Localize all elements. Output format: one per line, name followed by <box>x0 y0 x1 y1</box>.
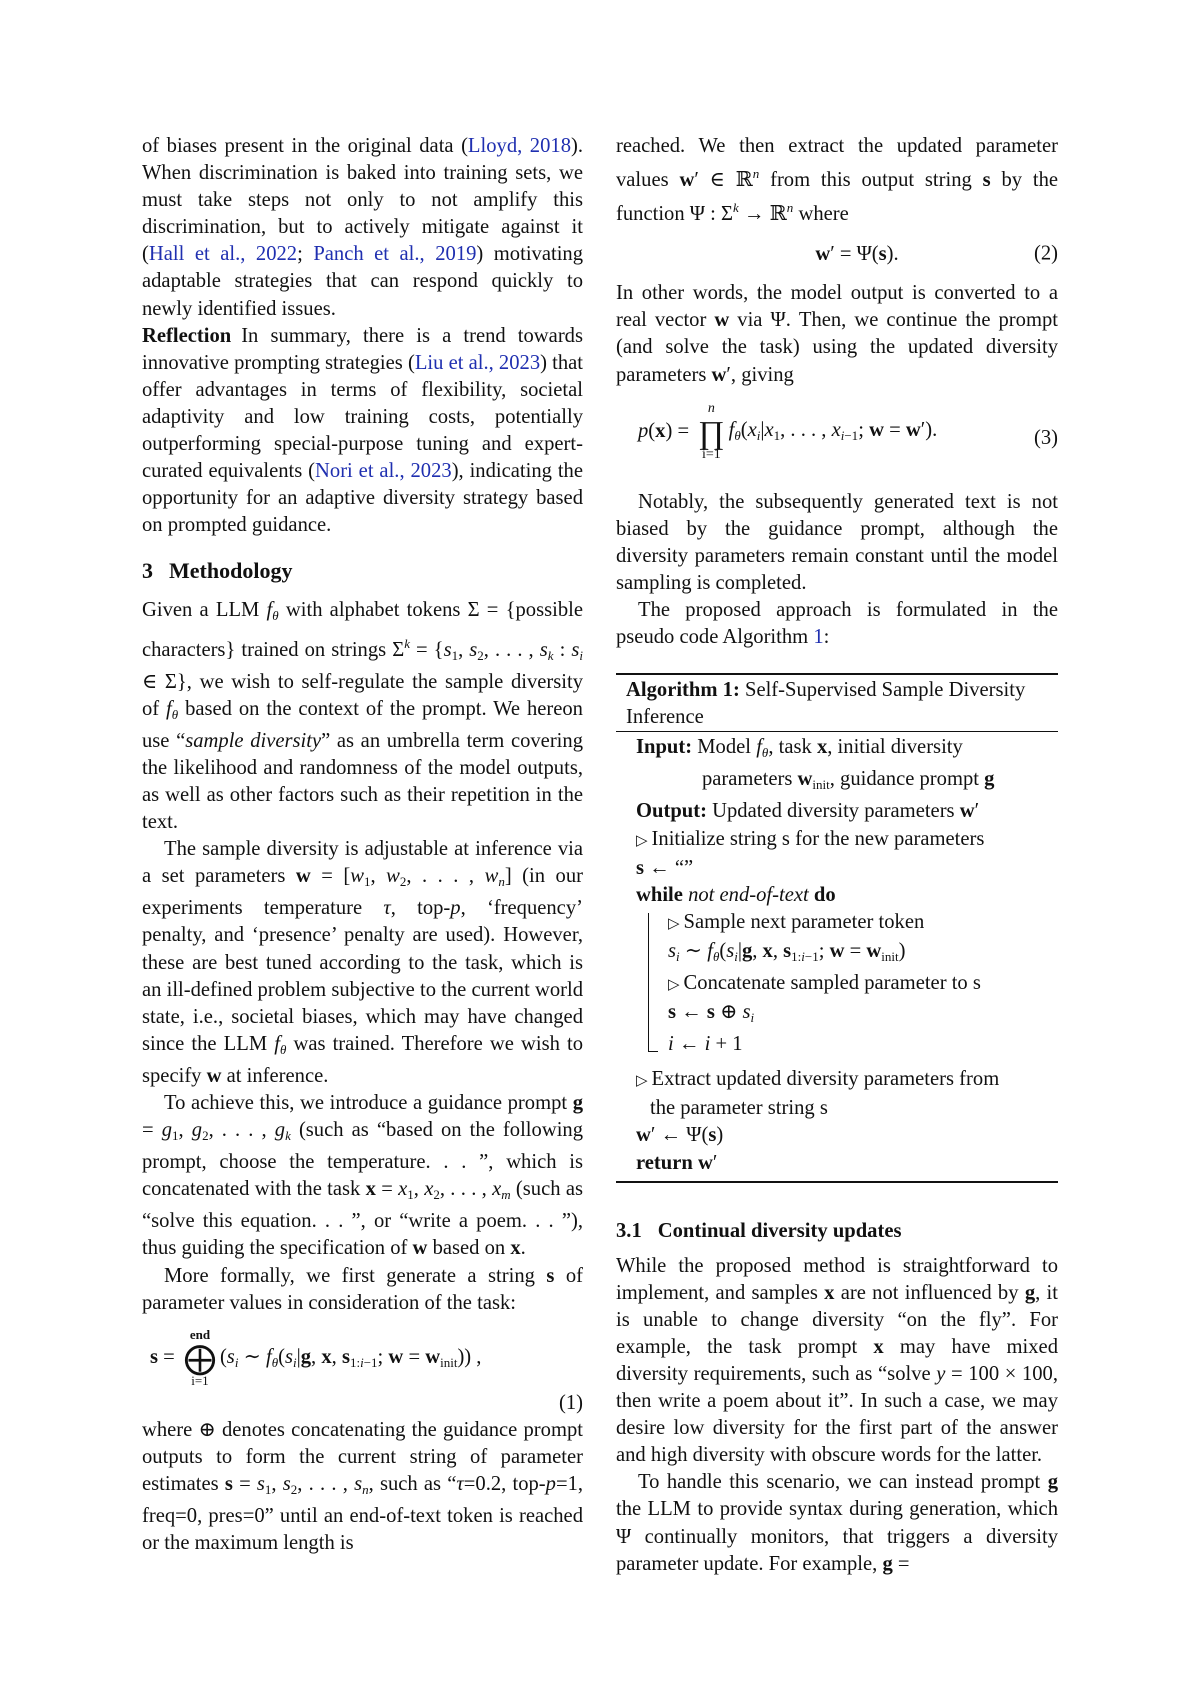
algorithm-while: while not end-of-text do <box>636 883 836 906</box>
paragraph-given-llm: Given a LLM $f_\theta$ with alphabet tokens Σ = {possible characters} trained on strings $\Sigma^k = \{s_1$, $s_2$, . . . , $s_k$ : $s_i$ ∈ Σ}, we wish to self-regulate the sample diversity of $f_\theta$ based on the context of the prompt. We hereon use “sample diversity” as an umbrella term covering the likelihood and randomness of the model outputs, as well as other factors such as their repetition in the text. <box>142 599 584 834</box>
paragraph-where-concatenating: where ⊕ denotes concatenating the guidance prompt outputs to form the current string of parameter estimates $s = s_1$, $s_2$, . . . , $s_n$, such as “τ=0.2, top-p=1, freq=0, pres=0” until an end-of-text token is reached or the maximum length is <box>142 1418 584 1555</box>
algorithm-box <box>616 673 1058 1182</box>
algorithm-comment: ▷ Concatenate sampled parameter to s <box>668 971 981 994</box>
algorithm-comment: ▷ Extract updated diversity parameters from <box>636 1068 1000 1091</box>
algorithm-body: Input: Model $f_\theta$, task x, initial diversity parameters $w_{init}$, guidance prompt g Output: Updated diversity parameters w′ ▷ Initialize string s for the new parameters s ← “” while not end-of-text do ▷ Sample next parameter token $s_i$ ∼ $f_\theta(s_i|g$, x, $s_{1:i-1}$; $w = w_{init}$) ▷ Concatenate sampled parameter to s s ← s ⊕ $s_i$ i ← i + 1 ▷ Extract updated diversity parameters from the parameter string s w′ ← Ψ(s) return w′ <box>616 732 1058 1180</box>
equation-3: p ( x ) = n ∏ i=1 $f_\theta(x_i|x_1$, . . . , $x_{i-1}$; w = w′). (3) <box>638 400 1058 462</box>
algorithm-output: Output: Updated diversity parameters w′ <box>636 800 980 823</box>
algorithm-comment: ▷ Initialize string s for the new parameters <box>636 827 985 850</box>
paragraph-sample-diversity: The sample diversity is adjustable at inference via a set parameters $w = [w_1$, $w_2$, . . . , $w_n$] (in our experiments temperature τ, top-p, ‘frequency’ penalty, and ‘presence’ penalty are used). However, these are best tuned according to the task, which is an ill-defined problem subjective to the current world state, i.e., societal biases, which may have changed since the LLM $f_\theta$ was trained. Therefore we wish to specify w at inference. <box>142 838 583 1087</box>
citation-liu[interactable]: Liu et al., 2023 <box>414 351 541 374</box>
citation-nori[interactable]: Nori et al., 2023 <box>315 460 452 483</box>
equation-number-2: (2) <box>1033 242 1058 265</box>
equation-number-1: (1) <box>558 1391 583 1414</box>
paragraph-proposed-approach: The proposed approach is formulated in the pseudo code Algorithm 1: <box>616 599 1058 649</box>
subsection-heading-continual: 3.1 Continual diversity updates <box>616 1219 902 1242</box>
section-heading-methodology: 3 Methodology <box>142 558 293 584</box>
algorithm-input: Input: Model $f_\theta$, task x, initial diversity <box>636 736 963 761</box>
paragraph-to-handle: To handle this scenario, we can instead prompt g the LLM to provide syntax during generation, which Ψ continually monitors, that triggers a diversity parameter update. For example, g = <box>616 1471 1059 1575</box>
paragraph-guidance-prompt: To achieve this, we introduce a guidance prompt $g = g_1$, $g_2$, . . . , $g_k$ (such as “based on the following prompt, choose the temperature. . . ”, which is concatenated with the task $x = x_1$, $x_2$, . . . , $x_m$ (such as “solve this equation. . . ”, or “write a poem. . . ”), thus guiding the specification of w based on x. <box>142 1092 584 1260</box>
paragraph-biases: of biases present in the original data (Lloyd, 2018). When discrimination is baked into training sets, we must take steps not only to not amplify this discrimination, but to actively mitigate against it (Hall et al., 2022; Panch et al., 2019) motivating adaptable strategies that can respond quickly to newly identified issues. <box>142 135 584 320</box>
equation-number-3: (3) <box>1033 426 1058 449</box>
equation-2: w′ = Ψ(s). (2) <box>815 242 1058 265</box>
algorithm-return: return w′ <box>636 1151 718 1174</box>
left-column <box>142 133 583 1557</box>
citation-panch[interactable]: Panch et al., 2019 <box>313 243 477 266</box>
right-column <box>616 133 1058 1578</box>
runin-heading-reflection: Reflection <box>142 324 232 347</box>
paragraph-while-proposed: While the proposed method is straightforward to implement, and samples x are not influenced by g, it is unable to change diversity “on the fly”. For example, the task prompt x may have mixed diversity requirements, such as “solve y = 100 × 100, then write a poem about it”. In such a case, we may desire low diversity for the first part of the answer and high diversity with obscure words for the latter. <box>616 1254 1058 1467</box>
paragraph-reflection: Reflection In summary, there is a trend towards innovative prompting strategies (Liu et al., 2023) that offer advantages in terms of flexibility, societal adaptivity and low training costs, potentially outperforming special-purpose tuning and expert-curated equivalents (Nori et al., 2023), indicating the opportunity for an adaptive diversity strategy based on prompted guidance. <box>142 324 584 537</box>
paragraph-more-formally: More formally, we first generate a string s of parameter values in consideration of the task: <box>142 1264 583 1314</box>
paragraph-in-other-words: In other words, the model output is converted to a real vector w via Ψ. Then, we continue the prompt (and solve the task) using the updated diversity parameters w′, giving <box>616 282 1058 386</box>
algorithm-loop-body: ▷ Sample next parameter token $s_i$ ∼ $f_\theta(s_i|g$, x, $s_{1:i-1}$; $w = w_{init}$) ▷ Concatenate sampled parameter to s s ← s ⊕ $s_i$ i ← i + 1 <box>648 909 1058 1058</box>
paragraph-notably: Notably, the subsequently generated text is not biased by the guidance prompt, although the diversity parameters remain constant until the model sampling is completed. <box>616 490 1058 594</box>
citation-lloyd[interactable]: Lloyd, 2018 <box>467 135 571 157</box>
equation-1: s = end ⨁ i=1 ($s_i$ ∼ $f_\theta(s_i|g$, x, $s_{1:i-1}$; $w = w_{init}$)) , (1) <box>150 1326 583 1414</box>
citation-hall[interactable]: Hall et al., 2022 <box>148 243 298 266</box>
algorithm-comment: ▷ Sample next parameter token <box>668 910 925 933</box>
algorithm-caption: Algorithm 1: Self-Supervised Sample Diversity Inference <box>616 675 1058 732</box>
paragraph-extract: reached. We then extract the updated parameter values w′ ∈ ℝ$^n$ from this output string s by the function Ψ : $\Sigma^k$ → ℝ$^n$ where <box>616 135 1059 226</box>
algorithm-reference[interactable]: 1 <box>813 626 824 649</box>
